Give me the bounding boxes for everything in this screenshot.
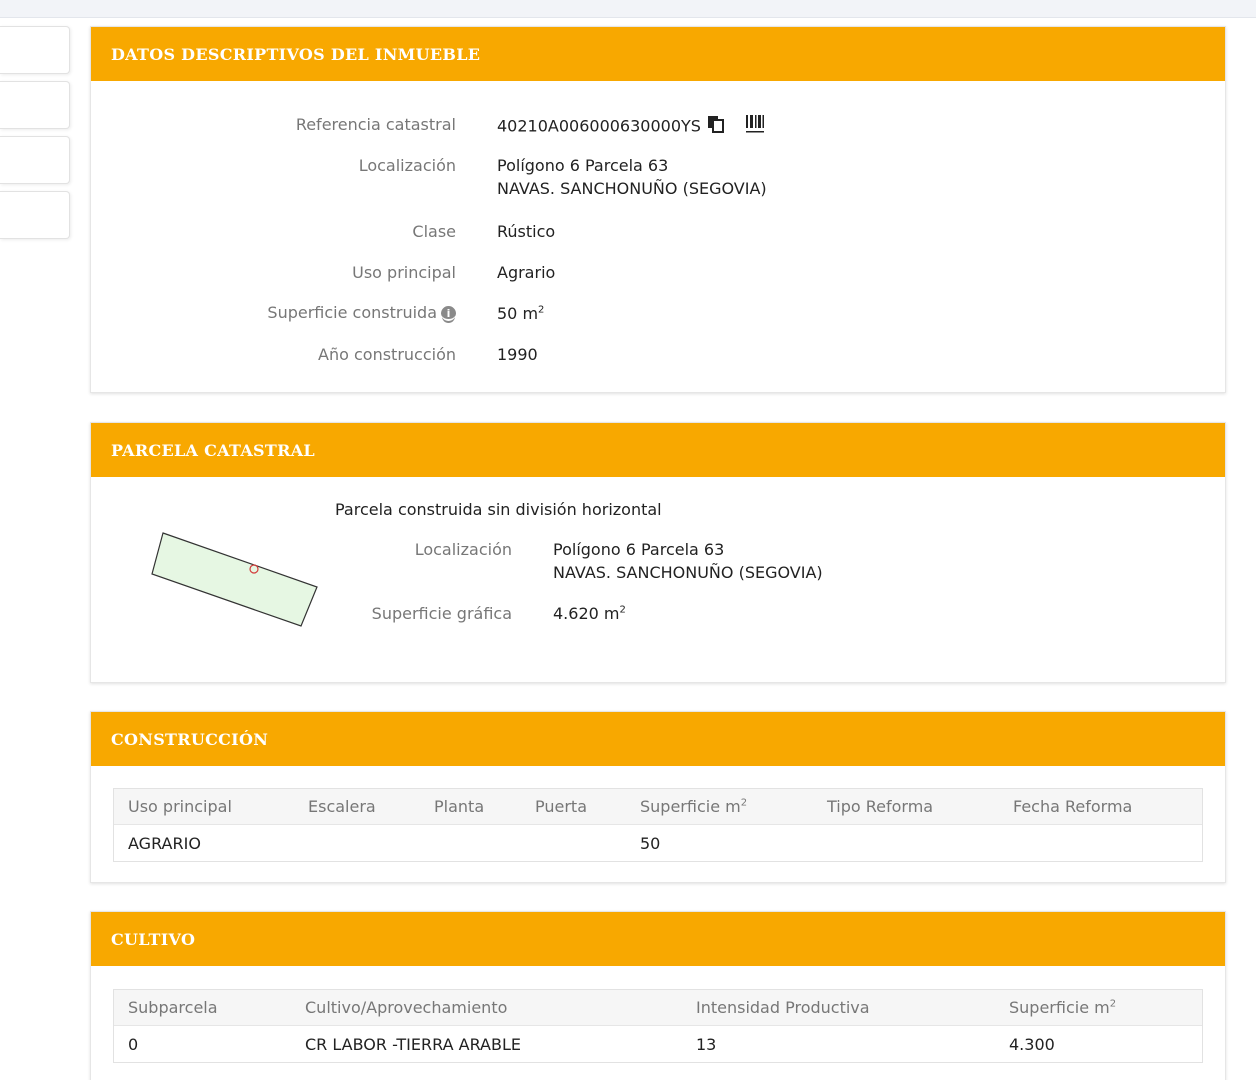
col-tipo-reforma: Tipo Reforma [827, 797, 934, 816]
side-tab-2[interactable] [0, 81, 70, 129]
parcela-subtitle: Parcela construida sin división horizontal [335, 500, 662, 519]
value-clase: Rústico [497, 222, 556, 241]
col-superficie-text: Superficie m [1009, 998, 1110, 1017]
panel-header [91, 27, 1225, 81]
side-tab-4[interactable] [0, 191, 70, 239]
table-header-row [114, 789, 1202, 825]
col-fecha-reforma: Fecha Reforma [1013, 797, 1133, 816]
col-puerta: Puerta [535, 797, 588, 816]
panel-header [91, 423, 1225, 477]
col-superficie [626, 797, 813, 816]
superficie-unit-sup: 2 [538, 304, 545, 316]
col-intensidad: Intensidad Productiva [696, 998, 870, 1017]
label-uso-principal: Uso principal [352, 263, 456, 282]
barcode-icon[interactable] [745, 113, 765, 141]
panel-cultivo [90, 911, 1226, 1080]
col-superficie-sup: 2 [1109, 998, 1117, 1010]
col-subparcela: Subparcela [128, 998, 218, 1017]
panel-title: DATOS DESCRIPTIVOS DEL INMUEBLE [111, 44, 481, 64]
panel-datos-descriptivos [90, 26, 1226, 393]
cell-cultivo: CR LABOR -TIERRA ARABLE [305, 1034, 521, 1054]
panel-header [91, 712, 1225, 766]
panel-header [91, 912, 1225, 966]
table-row [114, 825, 1202, 861]
col-cultivo: Cultivo/Aprovechamiento [305, 998, 508, 1017]
localizacion-line2: NAVAS. SANCHONUÑO (SEGOVIA) [497, 179, 767, 198]
col-planta: Planta [434, 797, 485, 816]
side-tab-1[interactable] [0, 26, 70, 74]
side-tab-3[interactable] [0, 136, 70, 184]
panel-title: PARCELA CATASTRAL [111, 440, 315, 460]
table-row [114, 1026, 1202, 1062]
value-anio-construccion: 1990 [497, 345, 538, 364]
col-uso-principal: Uso principal [128, 797, 232, 816]
label-parcela-localizacion: Localización [414, 540, 512, 559]
cell-superficie: 4.300 [1009, 1034, 1055, 1054]
label-superficie-grafica: Superficie gráfica [371, 604, 512, 623]
localizacion-line1: Polígono 6 Parcela 63 [497, 156, 669, 175]
label-localizacion: Localización [358, 156, 456, 175]
panel-parcela-catastral [90, 422, 1226, 683]
copy-icon[interactable] [706, 114, 726, 140]
parcela-localizacion-line1: Polígono 6 Parcela 63 [553, 540, 725, 559]
table-header-row [114, 990, 1202, 1026]
value-referencia [497, 113, 765, 141]
col-escalera: Escalera [308, 797, 376, 816]
cell-uso-principal: AGRARIO [128, 833, 201, 853]
panel-title: CONSTRUCCIÓN [111, 729, 269, 749]
cell-superficie: 50 [640, 833, 661, 853]
value-superficie-grafica [553, 602, 626, 625]
value-uso-principal: Agrario [497, 263, 556, 282]
superficie-value: 50 m [497, 304, 539, 323]
cell-subparcela: 0 [128, 1034, 139, 1054]
info-icon[interactable]: i [441, 306, 456, 321]
browser-topbar [0, 0, 1256, 18]
label-anio-construccion: Año construcción [318, 345, 456, 364]
superficie-label-text: Superficie construida [267, 303, 437, 322]
panel-title: CULTIVO [111, 929, 196, 949]
col-superficie-sup: 2 [740, 797, 748, 809]
parcela-localizacion-line2: NAVAS. SANCHONUÑO (SEGOVIA) [553, 563, 823, 582]
cell-intensidad: 13 [696, 1034, 717, 1054]
superficie-grafica-value: 4.620 m [553, 604, 620, 623]
label-referencia: Referencia catastral [295, 115, 456, 134]
col-superficie-text: Superficie m [640, 797, 741, 816]
superficie-grafica-sup: 2 [619, 604, 626, 616]
label-superficie-construida [91, 303, 456, 322]
referencia-text: 40210A006000630000YS [497, 116, 701, 136]
value-superficie-construida [497, 302, 544, 325]
col-superficie [995, 998, 1195, 1017]
panel-construccion [90, 711, 1226, 883]
label-clase: Clase [412, 222, 456, 241]
cultivo-table [113, 989, 1203, 1063]
value-localizacion [497, 154, 767, 200]
value-parcela-localizacion [553, 538, 823, 584]
construccion-table [113, 788, 1203, 862]
